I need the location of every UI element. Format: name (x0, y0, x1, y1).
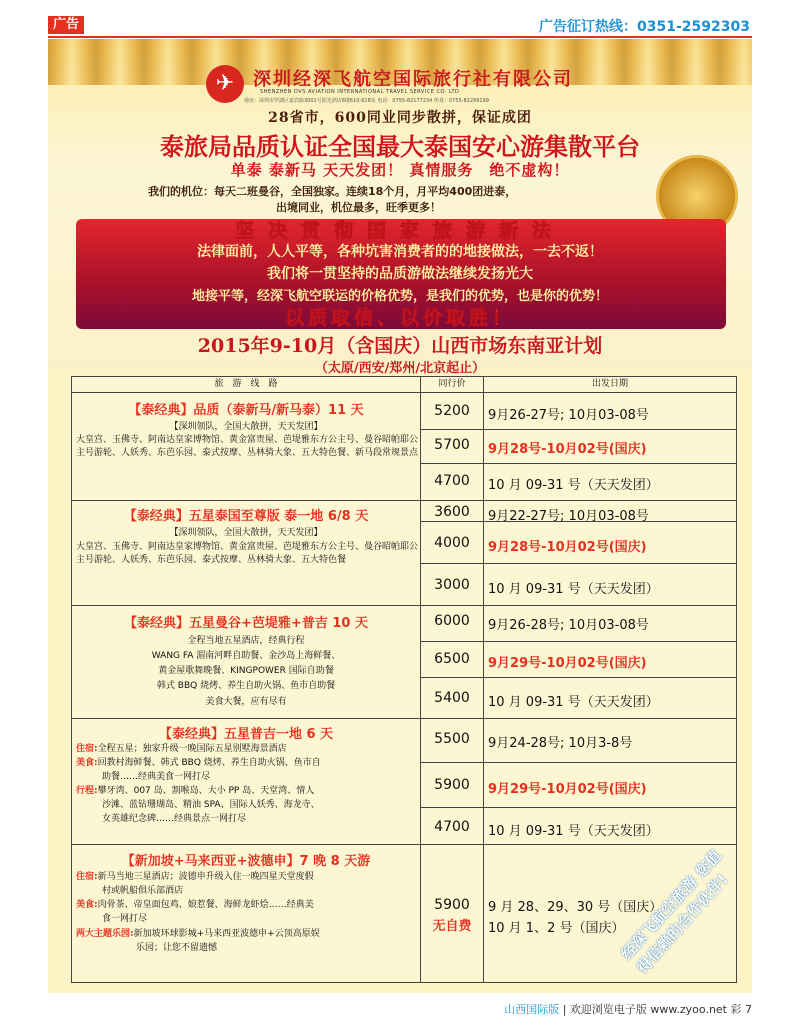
law-line-2: 我们将一贯坚持的品质游做法继续发扬光大 (267, 266, 533, 282)
route-1-date-1: 9月26-27号; 10月03-08号 (488, 408, 649, 423)
route-3-price-1: 6000 (434, 613, 470, 629)
agency-name: 深圳经深飞航空国际旅行社有限公司 (253, 69, 573, 90)
header-route: 旅 游 线 路 (214, 379, 278, 389)
route-1-price-2: 5700 (434, 437, 470, 453)
law-line-4: 以质取信、以价取胜！ (284, 307, 515, 329)
route-4-trip-2: 沙滩、蓝钻珊瑚岛、精油 SPA、国际人妖秀、海龙寺、 (102, 800, 320, 810)
route-3-line-1: 全程当地五星酒店，经典行程 (187, 636, 305, 646)
trip-label: 行程: (76, 786, 98, 796)
route-5-park-1 (76, 928, 418, 941)
route-3-price-2: 6500 (434, 651, 470, 667)
seat-info-1: 我们的机位：每天二班曼谷，全国独家。连续18个月，月平均400团进泰， (148, 185, 517, 198)
route-3-date-2: 9月29号-10月02号(国庆) (488, 656, 647, 671)
route-3-line-4: 韩式 BBQ 烧烤、养生自助火锅、鱼市自助餐 (156, 681, 336, 691)
route-2-price-3: 3000 (434, 577, 470, 593)
route-1-price-3: 4700 (434, 473, 470, 489)
footer-welcome: 欢迎浏览电子版 (569, 1003, 647, 1016)
sub-row-divider (420, 641, 736, 642)
route-2-subtitle: 【深圳领队，全国大散拼，天天发团】 (169, 528, 323, 538)
route-5-price-note: 无自费 (432, 919, 472, 934)
route-4-price-3: 4700 (434, 819, 470, 835)
row-divider (72, 392, 736, 393)
sub-row-divider (420, 429, 736, 430)
route-4-date-2: 9月29号-10月02号(国庆) (488, 782, 647, 797)
footer-edition: 山西国际版 (504, 1003, 560, 1016)
header-price: 同行价 (438, 379, 466, 389)
route-1-description: 大皇宫、玉佛寺、阿南达皇家博物馆、黄金富贵屋、芭堤雅东方公主号、曼谷昭帕耶公主号游轮、人妖秀、东芭乐园、泰式按摩、丛林骑大象、五大特色餐、新马段常规景点 (76, 435, 419, 458)
footer-separator: | (562, 1003, 567, 1016)
route-1-price-1: 5200 (434, 403, 470, 419)
promo-headline: 泰旅局品质认证全国最大泰国安心游集散平台 (160, 132, 640, 161)
route-5-park-text-1: 新加坡环球影城+马来西亚波德申+云顶高原娱 (133, 929, 320, 939)
stay-label: 住宿: (76, 872, 98, 882)
agency-address: 地址：深圳市罗湖区嘉宾路3001号阳光酒店8楼610-618室 电话：0755-82177234 传真：0755-82299199 (244, 98, 489, 104)
park-label: 两大主题乐园: (76, 929, 134, 939)
plan-title: 2015年9-10月（含国庆）山西市场东南亚计划 (197, 335, 603, 357)
col-divider (483, 377, 484, 982)
page-footer (504, 1001, 752, 1017)
route-4-price-1: 5500 (434, 731, 470, 747)
route-5-food-text-1: 肉骨茶、帝皇面包鸡、娘惹餐、海鲜龙虾烩……经典美 (97, 900, 314, 910)
route-2-title: 【泰经典】五星泰国至尊版 泰一地 6/8 天 (123, 509, 369, 524)
ad-tag: 广告 (48, 16, 84, 34)
route-5-food-2: 食一网打尽 (102, 914, 148, 924)
sub-row-divider (420, 563, 736, 564)
route-1-title: 【泰经典】品质（泰新马/新马泰）11 天 (128, 403, 364, 418)
plan-subtitle: （太原/西安/郑州/北京起止） (314, 361, 486, 376)
sub-row-divider (420, 762, 736, 763)
agency-name-en: SHENZHEN DVS AVIATION INTERNATIONAL TRAVEL SERVICE CO. LTD (260, 89, 460, 95)
row-divider (72, 844, 736, 845)
partner-watermark: 经深飞航空旅游 您值得信赖的合作伙伴! (617, 846, 732, 977)
sub-row-divider (420, 463, 736, 464)
sub-row-divider (420, 807, 736, 808)
route-3-date-1: 9月26-28号; 10月03-08号 (488, 618, 649, 633)
agency-logo-icon: ✈ (206, 65, 244, 103)
route-3-line-3: 黄金屋歌舞晚餐、KINGPOWER 国际自助餐 (158, 666, 334, 676)
route-2-description: 大皇宫、玉佛寺、阿南达皇家博物馆、黄金富贵屋、芭堤雅东方公主号、曼谷昭帕耶公主号游轮、人妖秀、东芭乐园、泰式按摩、丛林骑大象、五大特色餐 (76, 542, 419, 565)
route-2-date-2: 9月28号-10月02号(国庆) (488, 540, 647, 555)
promo-line-1: 28省市，600同业同步散拼，保证成团 (268, 110, 532, 126)
promo-line-3: 单泰 泰新马 天天发团！ 真情服务 绝不虚构！ (230, 161, 570, 179)
footer-page-number: 彩 7 (730, 1003, 752, 1016)
route-5-date-1: 9 月 28、29、30 号（国庆） (488, 900, 663, 915)
route-2-price-1: 3600 (434, 504, 470, 520)
route-4-food-text-1: 回教村海鲜餐、韩式 BBQ 烧烤、养生自助火锅、鱼市自 (97, 758, 321, 768)
top-divider (48, 36, 752, 38)
route-4-stay-text: 全程五星；独家升级一晚国际五星别墅海景酒店 (97, 744, 287, 754)
ad-hotline: 广告征订热线：0351-2592303 (539, 19, 750, 35)
route-table (71, 376, 737, 983)
food-label: 美食: (76, 900, 98, 910)
route-5-price: 5900 (434, 897, 470, 913)
row-divider (72, 500, 736, 501)
header-date: 出发日期 (591, 379, 628, 389)
col-divider (420, 377, 421, 982)
route-4-food-1 (76, 757, 418, 770)
route-3-price-3: 5400 (434, 690, 470, 706)
sub-row-divider (420, 677, 736, 678)
footer-site-link[interactable]: www.zyoo.net (650, 1003, 727, 1016)
route-1-date-3: 10 月 09-31 号（天天发团） (488, 478, 659, 493)
route-5-date-2: 10 月 1、2 号（国庆） (488, 921, 625, 936)
route-4-trip-text-1: 攀牙湾、007 岛、割喉岛、大小 PP 岛、天堂湾、情人 (97, 786, 315, 796)
row-divider (72, 718, 736, 719)
seat-info-2: 出境同业，机位最多，旺季更多！ (276, 201, 441, 214)
travel-poster (48, 39, 752, 993)
route-1-date-2: 9月28号-10月02号(国庆) (488, 442, 647, 457)
route-4-food-2: 助餐……经典美食一网打尽 (102, 772, 211, 782)
route-3-line-2: WANG FA 湄南河畔自助餐、金沙岛上海鲜餐、 (151, 651, 341, 661)
route-5-title: 【新加坡+马来西亚+波德申】7 晚 8 天游 (121, 854, 371, 869)
route-4-price-2: 5900 (434, 777, 470, 793)
law-line-1: 法律面前，人人平等，各种坑害消费者的的地接做法，一去不返！ (197, 244, 603, 260)
route-2-date-3: 10 月 09-31 号（天天发团） (488, 582, 659, 597)
route-4-title: 【泰经典】五星普吉一地 6 天 (158, 727, 334, 742)
route-3-title: 【泰经典】五星曼谷+芭堤雅+普吉 10 天 (124, 616, 368, 631)
route-5-stay-2: 村或帆船俱乐部酒店 (102, 886, 184, 896)
route-4-stay (76, 743, 418, 756)
route-2-price-2: 4000 (434, 535, 470, 551)
law-line-3: 地接平等，经深飞航空联运的价格优势，是我们的优势，也是你的优势！ (191, 289, 608, 304)
route-2-date-1: 9月22-27号; 10月03-08号 (488, 509, 649, 524)
route-5-stay-text-1: 新马当地三星酒店；波德申升级入住一晚四星天堂度假 (97, 872, 314, 882)
row-divider (72, 605, 736, 606)
route-5-stay-1 (76, 871, 418, 884)
route-1-subtitle: 【深圳领队，全国大散拼，天天发团】 (169, 422, 323, 432)
route-5-food-1 (76, 899, 418, 912)
food-label: 美食: (76, 758, 98, 768)
stay-label: 住宿: (76, 744, 98, 754)
route-3-date-3: 10 月 09-31 号（天天发团） (488, 695, 659, 710)
route-4-trip-1 (76, 785, 418, 798)
route-3-line-5: 美食大餐，应有尽有 (205, 697, 287, 707)
route-4-date-3: 10 月 09-31 号（天天发团） (488, 824, 659, 839)
route-4-trip-3: 女英雄纪念碑……经典景点一网打尽 (102, 814, 247, 824)
route-4-date-1: 9月24-28号; 10月3-8号 (488, 736, 633, 751)
route-5-park-2: 乐园；让您不留遗憾 (136, 943, 218, 953)
law-title: 坚决贯彻国家旅游新法 (234, 220, 565, 242)
